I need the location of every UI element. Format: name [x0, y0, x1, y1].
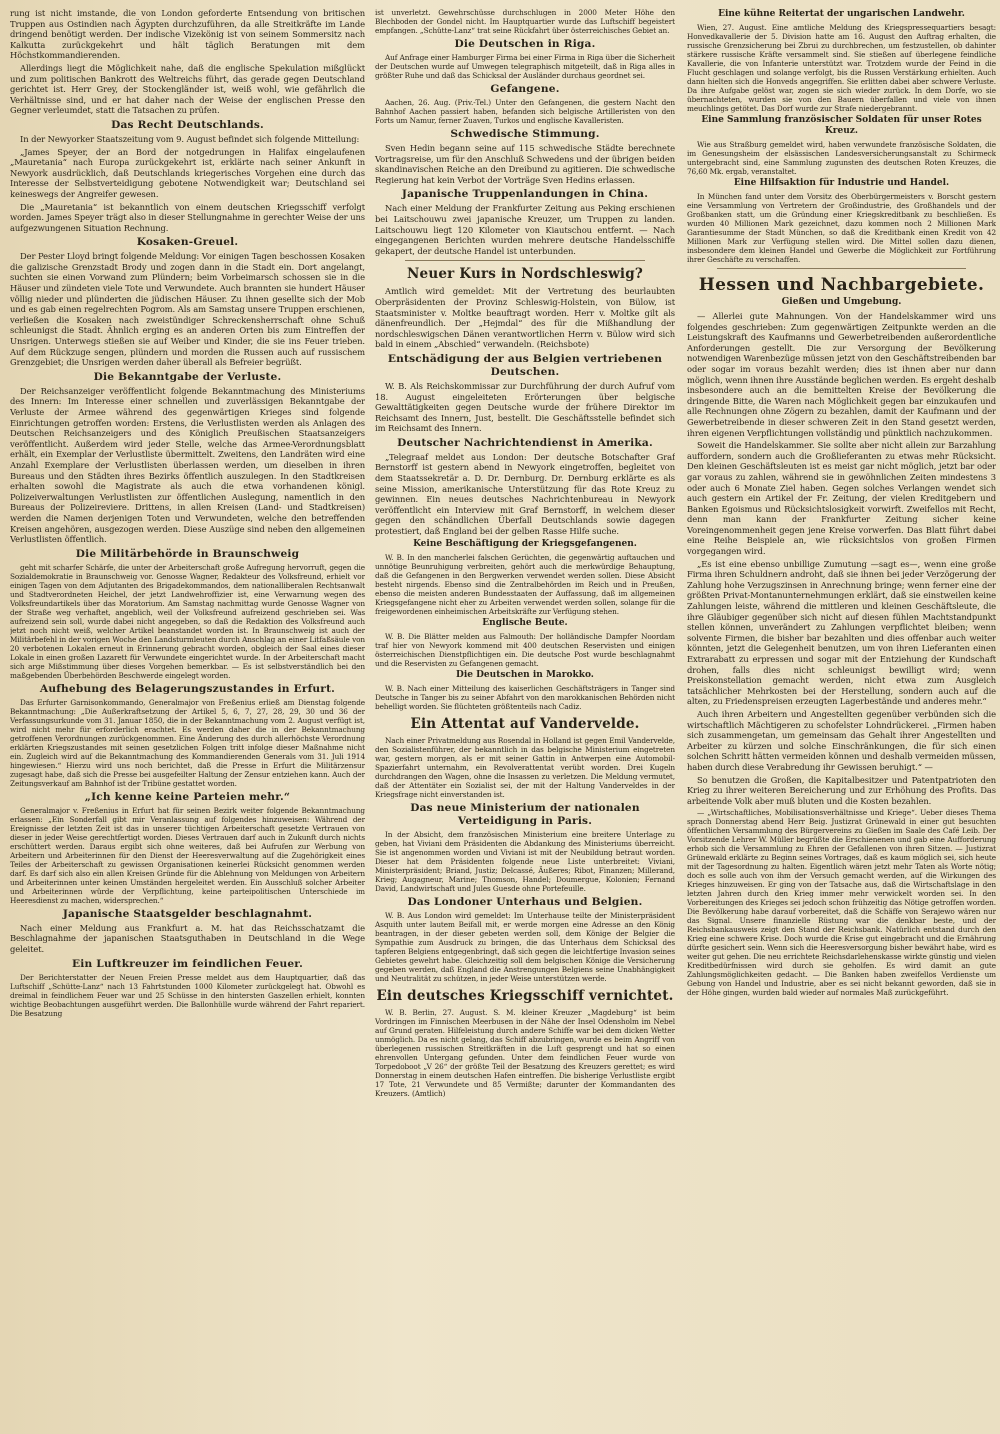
article-headline: Das Londoner Unterhaus und Belgien. [407, 895, 643, 908]
section-divider [717, 268, 966, 269]
article-headline: Das Recht Deutschlands. [111, 118, 264, 131]
article-paragraph: Der Pester Lloyd bringt folgende Meldung: Vor einigen Tagen beschossen Kosaken die galizische Grenzstadt Brody und zogen dann in die Stadt ein. Dort angelangt, suchten sie einen Vorwand zum Plündern; beim Vorbeimarsch schossen sie in die Häuser und zündeten viele Tote und Verwundete. Auch brannten sie hundert Häuser völlig nieder und plünderten die jüdischen Häuser. Zu ihnen gesellte sich der Mob und es gab einen regelrechten Pogrom. Als am Samstag unsere Truppen erschienen, verließen die Kosaken nach zweistündiger Schreckensherrschaft ohne Schuß schleunigst die Stadt. Ähnlich erging es an anderen Orten bis zum Eintreffen der Unsrigen. Unterwegs stießen sie auf Weiber und Kinder, die sie ins Feuer trieben. Auf dem Rückzuge sengen, plündern und morden die Russen auch auf russischem Grenzgebiet; die Unsrigen werden daher überall als Befreier begrüßt. [10, 251, 365, 368]
article-subheadline: Eine kühne Reitertat der ungarischen Landwehr. [718, 9, 965, 19]
article-paragraph: Nach einer Meldung der Frankfurter Zeitung aus Peking erschienen bei Laitschouwu zwei japanische Kreuzer, um Truppen zu landen. Laitschouwu liegt 120 Kilometer von Kiautschou entfernt. — Nach eingegangenen Berichten wurden mehrere deutsche Handelsschiffe gekapert, der deutsche Handel ist unterbunden. [375, 203, 675, 256]
article-paragraph: Auch ihren Arbeitern und Angestellten gegenüber verbünden sich die wirtschaftlich Mächtigeren zu schofelster Lohndrückerei. „Firmen haben sich zusammengetan, um gemeinsam das Gehalt ihrer Angestellten und Arbeiter zu kürzen und solche Einschränkungen, die für sich einen solchen Schritt hätten vermeiden können und deshalb vermeiden müssen, haben durch diese Verabredung ihr Gewissen beruhigt.“ — [687, 708, 996, 772]
article-paragraph: W. B. Nach einer Mitteilung des kaiserlichen Geschäftsträgers in Tanger sind Deutsche in Tanger bis zu seiner Abfahrt von den marokkanischen Behörden nicht behelligt worden. Sie flüchteten größtenteils nach Cadiz. [375, 683, 675, 711]
article-paragraph: In der Newyorker Staatszeitung vom 9. August befindet sich folgende Mitteilung: [20, 133, 360, 144]
article-headline: Aufhebung des Belagerungszustandes in Erfurt. [39, 682, 336, 695]
article-headline: Entschädigung der aus Belgien vertriebenen Deutschen. [387, 352, 663, 378]
article-paragraph: „Telegraaf meldet aus London: Der deutsche Botschafter Graf Bernstorff ist gestern abend in Newyork eingetroffen, begleitet von dem Staatssekretär a. D. Dr. Dernburg. Dr. Dernburg erklärte es als seine Mission, amerikanische Unterstützung für das Rote Kreuz zu gewinnen. Ein neues deutsches Nachrichtenbureau in Newyork veröffentlicht ein Interview mit Graf Bernstorff, in welchem dieser gegen den schändlichen Überfall Deutschlands sowie dagegen protestiert, daß England bei der gelben Rasse Hilfe suche. [375, 451, 675, 537]
article-headline: Die Militärbehörde in Braunschweig [75, 547, 300, 560]
article-paragraph: So benutzen die Großen, die Kapitalbesitzer und Patentpatrioten den Krieg zu ihrer weiteren Bereicherung und zur Erhöhung des Profits. Das arbeitende Volk aber muß bluten und die Kosten bezahlen. [687, 774, 996, 806]
article-paragraph: Der Berichterstatter der Neuen Freien Presse meldet aus dem Hauptquartier, daß das Luftschiff „Schütte-Lanz“ nach 13 Fahrtstunden 1000 Kilometer zurückgelegt hat. Obwohl es dreimal in feindlichem Feuer war und 25 Schüsse in den hintersten Gaszellen erhielt, konnten wichtige Beobachtungen ausgeführt werden. Die Ballonhülle wurde während der Fahrt repariert. Die Besatzung [10, 972, 365, 1018]
article-paragraph: geht mit scharfer Schärfe, die unter der Arbeiterschaft große Aufregung hervorruft, gegen die Sozialdemokratie in Braunschweig vor. Genosse Wagner, Redakteur des Volksfreund, erhielt vor einigen Tagen von dem Adjutanten des Brigadekommandos, dem nationalliberalen Rechtsanwalt und Stadtverordneten Heichel, der jetzt Landwehroffizier ist, eine Verwarnung wegen des Volksfreundartikels über das Moratorium. Am Samstag nachmittag wurde Genosse Wagner von der Straße weg verhaftet, angeblich, weil der Volksfreund aufreizend geschrieben sei. Was aufreizend sein soll, wurde dabei nicht angegeben, so daß die Redaktion des Volksfreund auch jetzt noch nicht weiß, welcher Artikel beanstandet worden ist. In Braunschweig ist auch der Militärbefehl in der vorigen Woche den Landsturmleuten durch Anschlag an einer Litfaßsäule von 20 verbotenen Lokalen erneut in Erinnerung gebracht worden, obgleich der Saal eines dieser Lokale in einen großen Lazarett für Verwundete eingerichtet wurde. In der Arbeiterschaft macht sich arge Mißstimmung über dieses Vorgehen bemerkbar. — Es ist selbstverständlich bei den maßgebenden Überbehörden Beschwerde eingelegt worden. [10, 562, 365, 680]
section-divider [405, 260, 645, 261]
column-right [683, 8, 996, 1422]
article-subheadline: Englische Beute. [482, 617, 568, 628]
article-paragraph: — Allerlei gute Mahnungen. Von der Handelskammer wird uns folgendes geschrieben: Zum gegenwärtigen Zeitpunkte werden an die Leistungskraft des Kaufmanns und Gewerbetreibenden außerordentliche Anforderungen gestellt. Die zur Versorgung der Bevölkerung notwendigen Warenbezüge müssen jetzt von den Geschäftstreibenden bar oder sogar im voraus bezahlt werden; dies ist ihnen aber nur dann möglich, wenn ihnen ihre Ausstände beglichen werden. Es ergeht deshalb insbesondere auch an die bemittelten Kreise der Bevölkerung die dringende Bitte, die Waren nach Möglichkeit gegen bar einzukaufen und alle Rechnungen ohne Zögern zu bezahlen, damit der Kaufmann und der Gewerbetreibende in dieser schweren Zeit in den Stand gesetzt werden, ihren eigenen Verpflichtungen vollständig und pünktlich nachzukommen. [687, 311, 996, 438]
article-paragraph: Das Erfurter Garnisonkommando, Generalmajor von Freßenius erließ am Dienstag folgende Bekanntmachung: „Die Außerkraftsetzung der Artikel 5, 6, 7, 27, 28, 29, 30 und 36 der Verfassungsurkunde vom 31. Januar 1850, die in der Bekanntmachung vom 2. August verfügt ist, wird nicht mehr für erforderlich erachtet. Es werden daher die in der Bekanntmachung getroffenen Verordnungen zurückgenommen. Eine Änderung des durch allerhöchste Verordnung erklärten Kriegszustandes mit seinen gesetzlichen Folgen tritt infolge dieser Maßnahme nicht ein. Zugleich wird auf die Bekanntmachung des Kommandierenden Generals vom 31. Juli 1914 hingewiesen.“ Hierzu wird uns noch berichtet, daß die Presse in Erfurt die Militärzensur zugesagt habe, daß sich die Presse bei ausgefeilter Haltung der Zensur entziehen kann. Auch der Zeitungsverkauf am Bahnhof ist der Tribüne gestattet worden. [10, 697, 365, 788]
article-headline: Ein deutsches Kriegsschiff vernichtet. [376, 987, 674, 1004]
article-paragraph: In der Absicht, dem französischen Ministerium eine breitere Unterlage zu geben, hat Viviani dem Präsidenten die Abdankung des Ministeriums überreicht. Sie ist angenommen worden und Viviani ist mit der Neubildung betraut worden. Dieser hat dem Präsidenten folgende neue Liste unterbreitet: Viviani, Ministerpräsident; Briand, Justiz; Delcassé, Äußeres; Ribot, Finanzen; Millerand, Krieg; Augagneur, Marine; Thomson, Handel; Doumergue, Kolonien; Fernand David, Landwirtschaft und Jules Guesde ohne Portefeuille. [375, 829, 675, 893]
article-subheadline: Die Deutschen in Marokko. [456, 669, 594, 680]
article-paragraph: Wien, 27. August. Eine amtliche Meldung des Kriegspressequartiers besagt: Honvedkavallerie der 5. Division hatte am 16. August den Auftrag erhalten, die russische Grenzsicherung bei Zbrui zu durchbrechen, um festzustellen, ob dahinter stärkere russische Kräfte versammelt sind. Sie stießen auf überlegene feindliche Kavallerie, die von Infanterie unterstützt war. Trotzdem wurde der Feind in die Flucht geschlagen und solange verfolgt, bis die Russen Verstärkung erhielten. Auch dann hielten sich die Honveds angegriffen. Sie erlitten dabei aber schwere Verluste. Da ihre Aufgabe gelöst war, zogen sie sich wieder zurück. In dem Dorfe, wo sie übernachteten, wurden sie von den Bauern überfallen und viele von ihnen meuchlings getötet. Das Dorf wurde zur Strafe niedergebrannt. [687, 23, 996, 113]
article-paragraph: rung ist nicht imstande, die von London geforderte Entsendung von britischen Truppen aus Ostindien nach Ägypten durchzuführen, da alle Streitkräfte im Lande dringend benötigt werden. Der indische Vizekönig ist von seinem Sommersitz nach Kalkutta zurückgekehrt und hält täglich Beratungen mit dem Höchstkommandierenden. [10, 8, 365, 61]
article-headline: Japanische Truppenlandungen in China. [401, 188, 649, 201]
article-paragraph: „James Speyer, der an Bord der notgedrungen in Halifax eingelaufenen „Mauretania“ nach Europa zurückgekehrt ist, erklärte nach seiner Ankunft in Newyork ausdrücklich, daß Deutschlands kriegerisches Vorgehen eine durch das Interesse der Selbstverteidigung gebotene Notwendigkeit war; Deutschland sei keineswegs der Angreifer gewesen. [10, 146, 365, 199]
article-subheadline: Eine Sammlung französischer Soldaten für unser Rotes Kreuz. [701, 115, 982, 136]
article-headline: Gefangene. [490, 83, 560, 95]
article-paragraph: Der Reichsanzeiger veröffentlicht folgende Bekanntmachung des Ministeriums des Innern: Im Interesse einer schnellen und zuverlässigen Bekanntgabe der Verluste der Armee während des gegenwärtigen Krieges sind folgende Einrichtungen getroffen worden: Erstens, die Verlustlisten werden als Anlagen des Deutschen Reichsanzeigers und des Königlich Preußischen Staatsanzeigers veröffentlicht. Außerdem wird jeder Stelle, welche das Armee-Verordnungsblatt erhält, ein Exemplar der Verlustliste übermittelt. Zweitens, den Landräten wird eine Anzahl Exemplare der Verlustlisten überlassen werden, um dieselben in ihren Bureaus und den Städten ihres Bezirks öffentlich auszulegen. In den Stadtkreisen erhalten sowohl die Magistrate als auch die etwa vorhandenen königl. Polizeiverwaltungen Verlustlisten zur öffentlichen Auslegung, namentlich in den Bureaus der Polizeireviere. Drittens, in allen Kreisen (Land- und Stadtkreisen) werden die Namen derjenigen Toten und Verwundeten, welche den betreffenden Kreisen angehören, ausgezogen werden. Diese Auszüge sind neben den allgemeinen Verlustlisten öffentlich. [10, 385, 365, 545]
article-paragraph: Generalmajor v. Freßenius in Erfurt hat für seinen Bezirk weiter folgende Bekanntmachung erlassen: „Ein Sonderfall gibt mir Veranlassung auf folgendes hinzuweisen: Während der Ereignisse der letzten Zeit ist das in unserer tüchtigen Arbeiterschaft gesetzte Vertrauen von dieser in jeder Weise gerechtfertigt worden. Dieses Vertrauen darf auch in Zukunft durch nichts erschüttert werden. Daraus ergibt sich ohne weiteres, daß bei Aufrufen zur Werbung von Arbeitern und Arbeiterinnen für den Dienst der Heeresverwaltung auf die Zugehörigkeit eines Teiles der Arbeiterschaft zu gewissen Organisationen keinerlei Rücksicht genommen werden darf. Es darf sich also ein allen Kreisen Gründe für die Ablehnung von Meldungen von Arbeitern und Arbeiterinnen unter keinen Umständen hergeleitet werden. Ein Ausschluß solcher Arbeiter und Arbeiterinnen würde der Verpflichtung, keine parteipolitischen Unterschiede im Heeresdienst zu machen, widersprechen.“ [10, 805, 365, 905]
article-paragraph: Allerdings liegt die Möglichkeit nahe, daß die englische Spekulation mißglückt und zum politischen Bankrott des Weltreichs führt, das gerade gegen Deutschland gerichtet ist. Herr Grey, der Stockengländer ist, weiß wohl, wie gefährlich die Verhältnisse sind, und er hat daher nach der Weise der englischen Presse den Gegner verleumdet, statt die Tatsachen zu prüfen. [10, 62, 365, 116]
column-middle [373, 8, 675, 1422]
article-subheadline: Gießen und Umgebung. [781, 297, 902, 307]
article-paragraph: W. B. Die Blätter melden aus Falmouth: Der holländische Dampfer Noordam traf hier von Newyork kommend mit 400 deutschen Reservisten und einigen österreichischen Dienstpflichtigen ein. Die deutsche Post wurde beschlagnahmt und die Reservisten zu Gefangenen gemacht. [375, 631, 675, 668]
article-headline: Schwedische Stimmung. [450, 128, 600, 140]
column-left [10, 8, 365, 1422]
article-paragraph: Die „Mauretania“ ist bekanntlich von einem deutschen Kriegsschiff verfolgt worden. James Speyer trägt also in dieser Stellungnahme in gerechter Weise der uns aufgezwungenen Situation Rechnung. [10, 201, 365, 233]
article-subheadline: Eine Hilfsaktion für Industrie und Handel. [733, 178, 950, 188]
article-headline: Ein Attentat auf Vandervelde. [410, 715, 640, 732]
article-headline: Japanische Staatsgelder beschlagnahmt. [62, 907, 313, 920]
article-paragraph: W. B. Als Reichskommissar zur Durchführung der durch Aufruf vom 18. August eingeleiteten Erörterungen über belgische Gewalttätigkeiten gegen Deutsche wurde der frühere Direktor im Reichsamt des Innern, Just, bestellt. Die Geschäftsstelle befindet sich im Reichsamt des Innern. [375, 380, 675, 434]
article-paragraph: „Es ist eine ebenso unbillige Zumutung —sagt es—, wenn eine große Firma ihren Schuldnern androht, daß sie ihnen bei jeder Verzögerung der Zahlung hohe Verzugszinsen in Anrechnung bringe; wenn ferner eine der größten Privat-Montanunternehmungen erklärt, daß sie einstweilen keine Zahlungen leiste, während die mittleren und kleinen Geschäftsleute, die ihre Gläubiger gegenüber sich nicht auf diesen fühlen Machtstandpunkt stellen können, unverändert zu Zahlungen verpflichtet bleiben; wenn solvente Firmen, die bisher bar bezahlten und dies offenbar auch weiter könnten, jetzt die Gelegenheit benutzen, um von ihren Lieferanten einen Extrarabatt zu erpressen und sogar mit der Entziehung der Kundschaft drohen, falls dies nicht schleunigst bewilligt wird; wenn Preiskonstellation gemacht werden, nicht etwa zum Ausgleich tatsächlicher Mehrkosten bei der Herstellung, sondern auch auf die alten, zu Friedenspreisen erzeugten Lagerbestände und anderes mehr.“ [687, 558, 996, 707]
article-paragraph: W. B. Berlin, 27. August. S. M. kleiner Kreuzer „Magdeburg“ ist beim Vordringen im Finnischen Meerbusen in der Nähe der Insel Odensholm im Nebel auf Grund geraten. Hilfeleistung durch andere Schiffe war bei dem dicken Wetter unmöglich. Da es nicht gelang, das Schiff abzubringen, wurde es beim Angriff von überlegenen russischen Streitkräften in die Luft gesprengt und hat so einen ehrenvollen Untergang gefunden. Unter dem feindlichen Feuer wurde von Torpedoboot „V 26“ der größte Teil der Besatzung des Kreuzers gerettet; es wird Donnerstag in einem deutschen Hafen eintreffen. Die bisherige Verlustliste ergibt 17 Tote, 21 Verwundete und 85 Vermißte; darunter der Kommandanten des Kreuzers. (Amtlich) [375, 1007, 675, 1098]
article-headline: Das neue Ministerium der nationalen Verteidigung in Paris. [410, 801, 640, 827]
article-paragraph: Sven Hedin begann seine auf 115 schwedische Städte berechnete Vortragsreise, um für den Anschluß Schwedens und der übrigen beiden skandinavischen Reiche an den Dreibund zu agitieren. Die schwedische Regierung hat kein Verbot der Vorträge Sven Hedins erlassen. [375, 143, 675, 185]
article-paragraph: Aachen, 26. Aug. (Priv.-Tel.) Unter den Gefangenen, die gestern Nacht den Bahnhof Aachen passiert haben, befanden sich belgische Artilleristen von den Forts um Namur, ferner Zuaven, Turkos und englische Kavalleristen. [375, 98, 675, 125]
article-headline: Die Deutschen in Riga. [454, 38, 596, 50]
article-paragraph: Nach einer Privatmeldung aus Rosendal in Holland ist gegen Emil Vandervelde, den Sozialistenführer, der bekanntlich in das belgische Ministerium eingetreten war, gestern morgen, als er mit seiner Gattin in Antwerpen eine Automobil-Spazierfahrt unternahm, ein Revolverattentat verübt worden. Drei Kugeln durchdrangen den Wagen, ohne die Insassen zu verletzen. Die Meldung vermutet, daß der Attentäter ein Sozialist sei, der mit der Haltung Vanderveldes in der Kriegsfrage nicht einverstanden ist. [375, 735, 675, 799]
article-paragraph: Auf Anfrage einer Hamburger Firma bei einer Firma in Riga über die Sicherheit der Deutschen wurde auf Umwegen telegraphisch mitgeteilt, daß in Riga alles in größter Ruhe und daß das Schicksal der Ausländer durchaus geordnet sei. [375, 53, 675, 80]
article-subheadline: Keine Beschäftigung der Kriegsgefangenen. [413, 538, 637, 549]
article-paragraph: W. B. Aus London wird gemeldet: Im Unterhause teilte der Ministerpräsident Asquith unter lautem Beifall mit, er werde morgen eine Adresse an den König beantragen, in der dieser gebeten werden soll, dem Könige der Belgier die Sympathie zum Ausdruck zu bringen, die das Unterhaus dem Schicksal des tapferen Belgiens entgegenbringt, daß sich gegen die leichtfertige Invasion seines Gebietes gewehrt habe. Gleichzeitig soll dem belgischen Könige die Versicherung gegeben werden, daß England die Anstrengungen Belgiens seine Unabhängigkeit und Neutralität zu schützen, in jeder Weise unterstützen werde. [375, 910, 675, 983]
article-headline: Kosaken-Greuel. [136, 236, 239, 249]
article-headline: „Ich kenne keine Parteien mehr.“ [84, 790, 291, 803]
article-paragraph: Amtlich wird gemeldet: Mit der Vertretung des beurlaubten Oberpräsidenten der Provinz Schleswig-Holstein, von Bülow, ist Staatsminister v. Moltke beauftragt worden. Herr v. Moltke gilt als dänenfreundlich. Der „Hejmdal“ des für die Mißhandlung der nordschleswigschen Dänen verantwortlichen Herrn v. Bülow wird sich bald in einem „Abschied“ verwandeln. (Reichsbote) [375, 286, 675, 350]
article-paragraph: In München fand unter dem Vorsitz des Oberbürgermeisters v. Borscht gestern eine Versammlung von Vertretern der Großindustrie, des Großhandels und der Großbanken statt, um die Gründung einer Kriegskreditbank zu beschließen. Es wurden 40 Millionen Mark gezeichnet, dazu kommen noch 2 Millionen Mark Garantiesumme der Stadt München, so daß die Kreditbank einen Kredit von 42 Millionen Mark zur Verfügung stellen wird. Die Mittel sollen dazu dienen, insbesondere dem kleinen Handel und Gewerbe die Möglichkeit zur Fortführung ihrer Geschäfte zu verschaffen. [687, 192, 996, 264]
article-paragraph: — „Wirtschaftliches, Mobilisationsverhältnisse und Kriege“. Ueber dieses Thema sprach Donnerstag abend Herr Beig. Justizrat Grünewald in einer gut besuchten öffentlichen Versammlung des Bürgervereins zu Gießen im Saale des Café Leib. Der Vorsitzende Lehrer W. Müller begrüßte die Erschienenen und gab eine Aufforderung erhob sich die Versammlung zu Ehren der Gefallenen von ihren Sitzen. — Justizrat Grünewald erklärte zu Beginn seines Vortrages, daß es kaum möglich sei, sich heute mit der Tagesordnung zu halten. Eigentlich wären jetzt mehr Taten als Worte nötig; doch es solle auch von ihm der Versuch gemacht werden, auf die Wirkungen des Krieges hinzuweisen. Er ging von der Tatsache aus, daß die Wirtschaftslage in den letzten Jahren durch den Krieg immer mehr verwickelt worden sei. In den Vorbereitungen des Krieges sei jedoch schon frühzeitig das Nötige getroffen worden. Die Bevölkerung habe darauf vorbereitet, daß die Schäffe von Serajewo wären nur das Signal. Unsere finanzielle Rüstung war die denkbar beste, und der Reichsbankausweis zeigt den Stand der Reichsbank. Natürlich entstand durch den Krieg eine schwere Krise. Doch wurde die Krise gut eingebracht und die Ernährung dürfte gesichert sein. Wenn sich die Heeresversorgung bisher bewährt habe, wird es weiter gut gehen. Die neu errichtete Reichsdarlehenskasse wirkte günstig und vielen Kreditbedürfnissen wird durch sie geholfen. Es wird damit an gute Zahlungsmöglichkeiten gedacht. — Die Banken haben zweifellos Verdienste um Gebung von Handel und Industrie, aber es sei nicht bekannt geworden, daß sie in der Höhe gingen, wurden bald wieder auf normales Maß zurückgeführt. [687, 808, 996, 998]
article-headline: Neuer Kurs in Nordschleswig? [406, 266, 643, 283]
article-paragraph: W. B. In den mancherlei falschen Gerüchten, die gegenwärtig auftauchen und unnötige Beunruhigung verbreiten, gehört auch die merkwürdige Behauptung, daß die Gefangenen in den Bergwerken verwendet werden sollen. Diese Absicht besteht nirgends. Ebenso sind die Zentralbehörden im Reich und in Preußen, ebenso die meisten anderen Bundesstaaten der Auffassung, daß im allgemeinen Kriegsgefangene nicht eher zu Arbeiten verwendet werden sollen, solange für die freigewordenen einheimischen Arbeitskräfte zur Verfügung stehen. [375, 552, 675, 616]
article-headline: Die Bekanntgabe der Verluste. [93, 370, 282, 383]
article-paragraph: Soweit die Handelskammer. Sie sollte aber nicht allein zur Barzahlung auffordern, sondern auch die Großlieferanten zu etwas mehr Rücksicht. Den kleinen Geschäftsleuten ist es meist gar nicht möglich, jetzt bar oder gar voraus zu zahlen, während sie in gewöhnlichen Zeiten mindestens 3 oder auch 6 Monate Ziel haben. Gegen solches Verlangen wendet sich auch gestern ein Artikel der Fr. Zeitung, der vielen Kreditgebern und Banken Egoismus und Rücksichtslosigkeit vorwirft. Zweifellos mit Recht, denn man kann der Frankfurter Zeitung sicher keine Voreingenommenheit gegen jene Kreise vorwerfen. Das Blatt führt dabei eine Reihe Beispiele an, wie rücksichtslos von großen Firmen vorgegangen wird. [687, 440, 996, 557]
article-paragraph: Nach einer Meldung aus Frankfurt a. M. hat das Reichsschatzamt die Beschlagnahme der japanischen Staatsguthaben in Deutschland in die Wege geleitet. [10, 922, 365, 954]
article-paragraph: ist unverletzt. Gewehrschüsse durchschlugen in 2000 Meter Höhe den Blechboden der Gondel nicht. Im Hauptquartier wurde das Luftschiff begeistert empfangen. „Schütte-Lanz“ trat seine Rückfahrt über österreichisches Gebiet an. [375, 8, 675, 35]
article-headline: Deutscher Nachrichtendienst in Amerika. [397, 436, 653, 449]
article-headline: Ein Luftkreuzer im feindlichen Feuer. [72, 957, 303, 970]
article-paragraph: Wie aus Straßburg gemeldet wird, haben verwundete französische Soldaten, die im Genesungsheim der elsässischen Landesversicherungsanstalt zu Schirmeck untergebracht sind, eine Sammlung zugunsten des deutschen Roten Kreuzes, die 76,60 Mk. ergab, veranstaltet. [687, 140, 996, 176]
article-headline: Hessen und Nachbargebiete. [698, 275, 985, 295]
